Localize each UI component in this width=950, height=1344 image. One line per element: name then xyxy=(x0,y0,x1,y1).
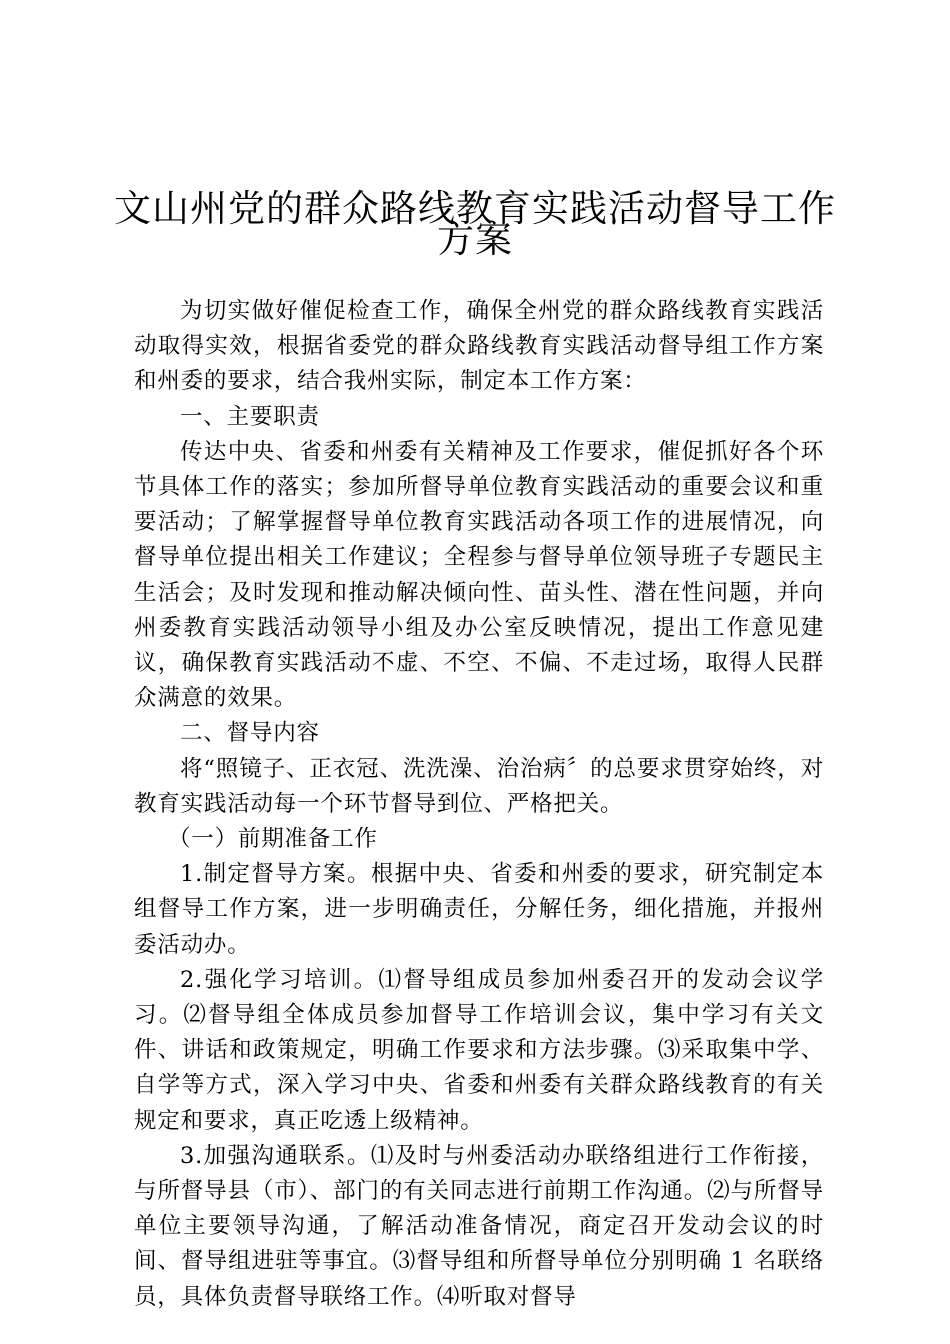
document-body xyxy=(134,294,824,1315)
intro-paragraph: 为切实做好催促检查工作，确保全州党的群众路线教育实践活动取得实效，根据省委党的群众路线教育实践活动督导组工作方案和州委的要求，结合我州实际，制定本工作方案： xyxy=(134,298,824,395)
document-title-line-1: 文山州党的群众路线教育实践活动督导工作 xyxy=(114,187,836,230)
subsection-heading-preparation: （一）前期准备工作 xyxy=(168,826,378,853)
section-heading-content: 二、督导内容 xyxy=(180,720,320,747)
content-paragraph: 将“照镜子、正衣冠、洗洗澡、治治病〞的总要求贯穿始终，对教育实践活动每一个环节督导到位、严格把关。 xyxy=(134,755,824,817)
duties-paragraph: 传达中央、省委和州委有关精神及工作要求，催促抓好各个环节具体工作的落实；参加所督导单位教育实践活动的重要会议和重要活动；了解掌握督导单位教育实践活动各项工作的进展情况，向督导单位提出相关工作建议；全程参与督导单位领导班子专题民主生活会；及时发现和推动解决倾向性、苗头性、潜在性问题，并向州委教育实践活动领导小组及办公室反映情况，提出工作意见建议，确保教育实践活动不虚、不空、不偏、不走过场，取得人民群众满意的效果。 xyxy=(134,438,824,712)
item-paragraph-2: 2.强化学习培训。⑴督导组成员参加州委召开的发动会议学习。⑵督导组全体成员参加督导工作培训会议，集中学习有关文件、讲话和政策规定，明确工作要求和方法步骤。⑶采取集中学、自学等方式，深入学习中央、省委和州委有关群众路线教育的有关规定和要求，真正吃透上级精神。 xyxy=(134,966,824,1134)
section-heading-duties: 一、主要职责 xyxy=(180,403,320,430)
item-paragraph-3: 3.加强沟通联系。⑴及时与州委活动办联络组进行工作衔接，与所督导县（市）、部门的有关同志进行前期工作沟通。⑵与所督导单位主要领导沟通，了解活动准备情况，商定召开发动会议的时间、督导组进驻等事宜。⑶督导组和所督导单位分别明确 1 名联络员，具体负责督导联络工作。⑷听取对督导 xyxy=(134,1142,824,1310)
document-title-line-2: 方案 xyxy=(437,218,513,261)
item-paragraph-1: 1.制定督导方案。根据中央、省委和州委的要求，研究制定本组督导工作方案，进一步明确责任，分解任务，细化措施，并报州委活动办。 xyxy=(134,861,824,958)
